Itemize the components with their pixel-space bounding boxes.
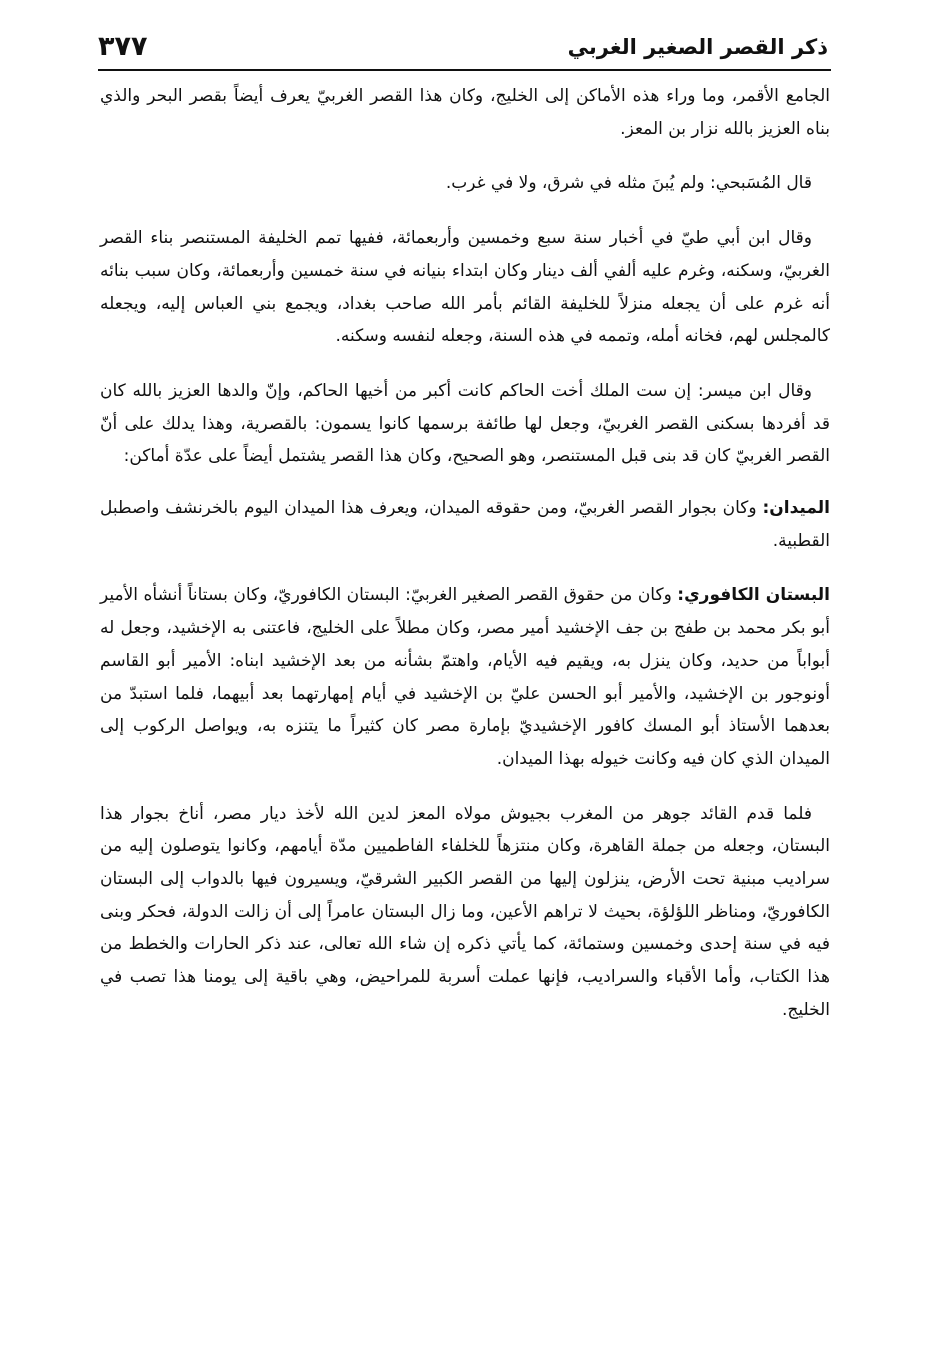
page-number: ٣٧٧ <box>98 31 148 62</box>
paragraph <box>100 167 830 200</box>
paragraph-text: الجامع الأقمر، وما وراء هذه الأماكن إلى الخليج، وكان هذا القصر الغربيّ يعرف أيضاً بقصر البحر والذي بناه العزيز بالله نزار بن المعز. <box>100 86 830 139</box>
paragraph <box>100 222 830 353</box>
page-header <box>98 22 828 66</box>
section-heading: الميدان: <box>762 498 830 519</box>
paragraph-text: فلما قدم القائد جوهر من المغرب بجيوش مولاه المعز لدين الله لأخذ ديار مصر، أناخ بجوار هذا البستان، وجعله من جملة القاهرة، وكان منتزهاً للخلفاء الفاطميين مدّة أيامهم، وكانوا يتوصلون إليه من سراديب مبنية تحت الأرض، ينزلون إليها من القصر الكبير الشرقيّ، ويسيرون فيها بالدواب إلى البستان الكافوريّ، ومناظر اللؤلؤة، بحيث لا تراهم الأعين، وما زال البستان عامراً إلى أن زالت الدولة، فحكر وبنى فيه في سنة إحدى وخمسين وستمائة، كما يأتي ذكره إن شاء الله تعالى، عند ذكر الحارات والخطط من هذا الكتاب، وأما الأقباء والسراديب، فإنها عملت أسربة للمراحيض، وهي باقية إلى يومنا هذا تصب في الخليج. <box>100 803 830 1020</box>
paragraph <box>100 798 830 1027</box>
paragraph-text: قال المُسَبحي: ولم يُبنَ مثله في شرق، ولا في غرب. <box>445 173 812 194</box>
paragraph-gap <box>100 353 830 375</box>
section-heading: البستان الكافوري: <box>677 585 831 606</box>
paragraph <box>100 375 830 473</box>
paragraph-text: وكان بجوار القصر الغربيّ، ومن حقوقه الميدان، ويعرف هذا الميدان اليوم بالخرنشف واصطبل القطبية. <box>100 498 830 551</box>
running-title: ذكر القصر الصغير الغربي <box>567 35 828 59</box>
paragraph-text: وقال ابن ميسر: إن ست الملك أخت الحاكم كانت أكبر من أخيها الحاكم، وإنّ والدها العزيز بالله كان قد أفردها بسكنى القصر الغربيّ، وجعل لها طائفة برسمها كانوا يسمون: بالقصرية، وهذا يدلك على أنّ القصر الغربيّ كان قد بنى قبل المستنصر، وهو الصحيح، وكان هذا القصر يشتمل أيضاً على عدّة أماكن: <box>100 380 830 467</box>
paragraph <box>100 80 830 145</box>
body-text <box>100 80 830 1027</box>
paragraph-text: وقال ابن أبي طيّ في أخبار سنة سبع وخمسين وأربعمائة، ففيها تمم الخليفة المستنصر بناء القصر الغربيّ، وسكنه، وغرم عليه ألفي ألف دينار وكان ابتداء بنيانه في سنة خمسين وأربعمائة، وكان سبب بنائه أنه غرم على أن يجعله منزلاً للخليفة القائم بأمر الله صاحب بغداد، ويجمع بني العباس إليه، ويجعله كالمجلس لهم، فخانه أمله، وتممه في هذه السنة، وجعله لنفسه وسكنه. <box>100 228 830 347</box>
paragraph-gap <box>100 145 830 167</box>
paragraph-text: وكان من حقوق القصر الصغير الغربيّ: البستان الكافوريّ، وكان بستاناً أنشأه الأمير أبو بكر محمد بن طفج بن جف الإخشيد أمير مصر، وكان مطلاً على الخليج، فاعتنى به الإخشيد، وجعل له أبواباً من حديد، وكان ينزل به، ويقيم فيه الأيام، واهتمّ بشأنه من بعد الإخشيد ابناه: الأمير أبو القاسم أونوجور بن الإخشيد، والأمير أبو الحسن عليّ بن الإخشيد في أيام إمهارتهما بعد أبيهما، فلما استبدّ من بعدهما الأستاذ أبو المسك كافور الإخشيديّ بإمارة مصر كان كثيراً ما يتنزه به، ويواصل الركوب إلى الميدان الذي كان فيه وكانت خيوله بهذا الميدان. <box>100 585 830 769</box>
paragraph-gap <box>100 200 830 222</box>
paragraph-gap <box>100 473 830 492</box>
paragraph-gap <box>100 776 830 798</box>
paragraph-gap <box>100 557 830 579</box>
paragraph <box>100 579 830 775</box>
paragraph <box>100 492 830 557</box>
header-rule <box>98 69 831 71</box>
